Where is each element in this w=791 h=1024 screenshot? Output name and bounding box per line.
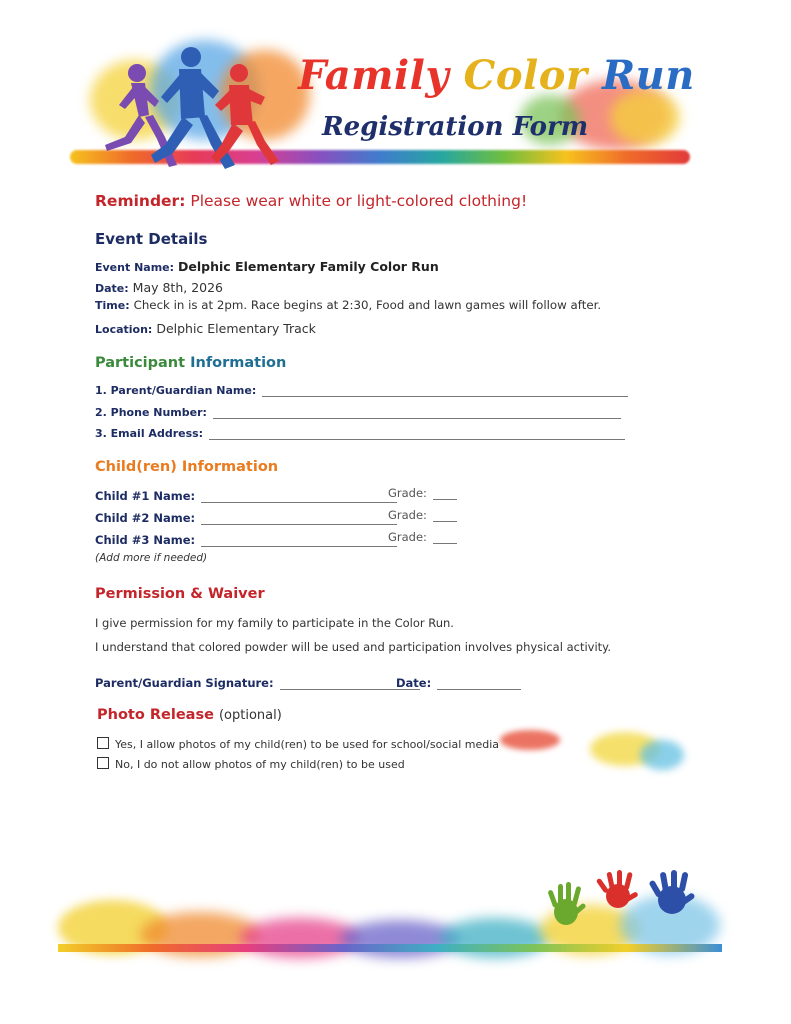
parent-name-field[interactable] — [95, 382, 628, 397]
phone-number-label: 2. Phone Number: — [95, 406, 207, 419]
participant-heading-word2: Information — [190, 355, 287, 371]
photo-release-heading — [97, 707, 282, 723]
signature-label: Parent/Guardian Signature: — [95, 676, 274, 690]
signature-date-label: Date: — [396, 676, 432, 690]
email-address-label: 3. Email Address: — [95, 427, 204, 440]
parent-name-label: 1. Parent/Guardian Name: — [95, 384, 257, 397]
form-subtitle: Registration Form — [322, 112, 589, 142]
child2-grade-field[interactable] — [388, 508, 457, 522]
event-name-value: Delphic Elementary Family Color Run — [178, 259, 439, 274]
child1-grade-field[interactable] — [388, 486, 457, 500]
photo-option-yes[interactable] — [97, 737, 499, 751]
add-more-note: (Add more if needed) — [95, 552, 208, 564]
title-word-family: Family — [298, 52, 450, 99]
child3-grade-field[interactable] — [388, 530, 457, 544]
event-name-row — [95, 259, 439, 274]
runner-silhouettes-icon — [95, 45, 285, 175]
child2-grade-line[interactable] — [433, 509, 457, 522]
event-time-value: Check in is at 2pm. Race begins at 2:30, Food and lawn games will follow after. — [133, 298, 602, 312]
signature-date-line[interactable] — [437, 677, 521, 690]
signature-date-field[interactable] — [396, 675, 521, 690]
child1-name-label: Child #1 Name: — [95, 489, 196, 503]
event-location-label: Location: — [95, 323, 153, 336]
child1-grade-line[interactable] — [433, 487, 457, 500]
reminder-label: Reminder: — [95, 192, 186, 210]
participant-heading — [95, 355, 286, 371]
child3-grade-line[interactable] — [433, 531, 457, 544]
children-heading: Child(ren) Information — [95, 459, 279, 475]
photo-release-optional: (optional) — [218, 708, 282, 723]
child3-name-field[interactable] — [95, 532, 397, 547]
child2-name-label: Child #2 Name: — [95, 511, 196, 525]
child2-name-line[interactable] — [201, 512, 397, 525]
child2-grade-label: Grade: — [388, 508, 427, 522]
event-date-label: Date: — [95, 282, 129, 295]
child3-name-label: Child #3 Name: — [95, 533, 196, 547]
event-details-heading: Event Details — [95, 230, 208, 248]
participant-heading-word1: Participant — [95, 355, 186, 371]
parent-name-line[interactable] — [262, 384, 628, 397]
child3-name-line[interactable] — [201, 534, 397, 547]
event-time-label: Time: — [95, 299, 130, 312]
child2-name-field[interactable] — [95, 510, 397, 525]
title-word-run: Run — [601, 52, 695, 99]
event-time-row — [95, 297, 601, 312]
signature-field[interactable] — [95, 675, 420, 690]
reminder-text: Please wear white or light-colored clothing! — [190, 192, 528, 210]
child3-grade-label: Grade: — [388, 530, 427, 544]
permission-line2: I understand that colored powder will be used and participation involves physical activity. — [95, 640, 611, 654]
form-title — [298, 52, 695, 99]
email-address-field[interactable] — [95, 425, 625, 440]
photo-option-no[interactable] — [97, 757, 405, 771]
child1-name-line[interactable] — [201, 490, 397, 503]
photo-release-title: Photo Release — [97, 707, 214, 723]
photo-no-label: No, I do not allow photos of my child(ren) to be used — [115, 758, 405, 771]
event-date-row — [95, 280, 223, 295]
permission-line1: I give permission for my family to participate in the Color Run. — [95, 616, 454, 630]
phone-number-line[interactable] — [213, 406, 621, 419]
phone-number-field[interactable] — [95, 404, 621, 419]
permission-heading: Permission & Waiver — [95, 586, 265, 602]
email-address-line[interactable] — [209, 427, 625, 440]
child1-name-field[interactable] — [95, 488, 397, 503]
reminder — [95, 192, 527, 210]
photo-yes-label: Yes, I allow photos of my child(ren) to be used for school/social media — [115, 738, 500, 751]
handprints-icon — [540, 868, 720, 938]
event-date-value: May 8th, 2026 — [132, 280, 224, 295]
title-word-color: Color — [463, 52, 588, 99]
photo-yes-checkbox[interactable] — [97, 737, 109, 749]
event-location-row — [95, 321, 316, 336]
event-name-label: Event Name: — [95, 261, 175, 274]
child1-grade-label: Grade: — [388, 486, 427, 500]
event-location-value: Delphic Elementary Track — [156, 321, 316, 336]
photo-no-checkbox[interactable] — [97, 757, 109, 769]
